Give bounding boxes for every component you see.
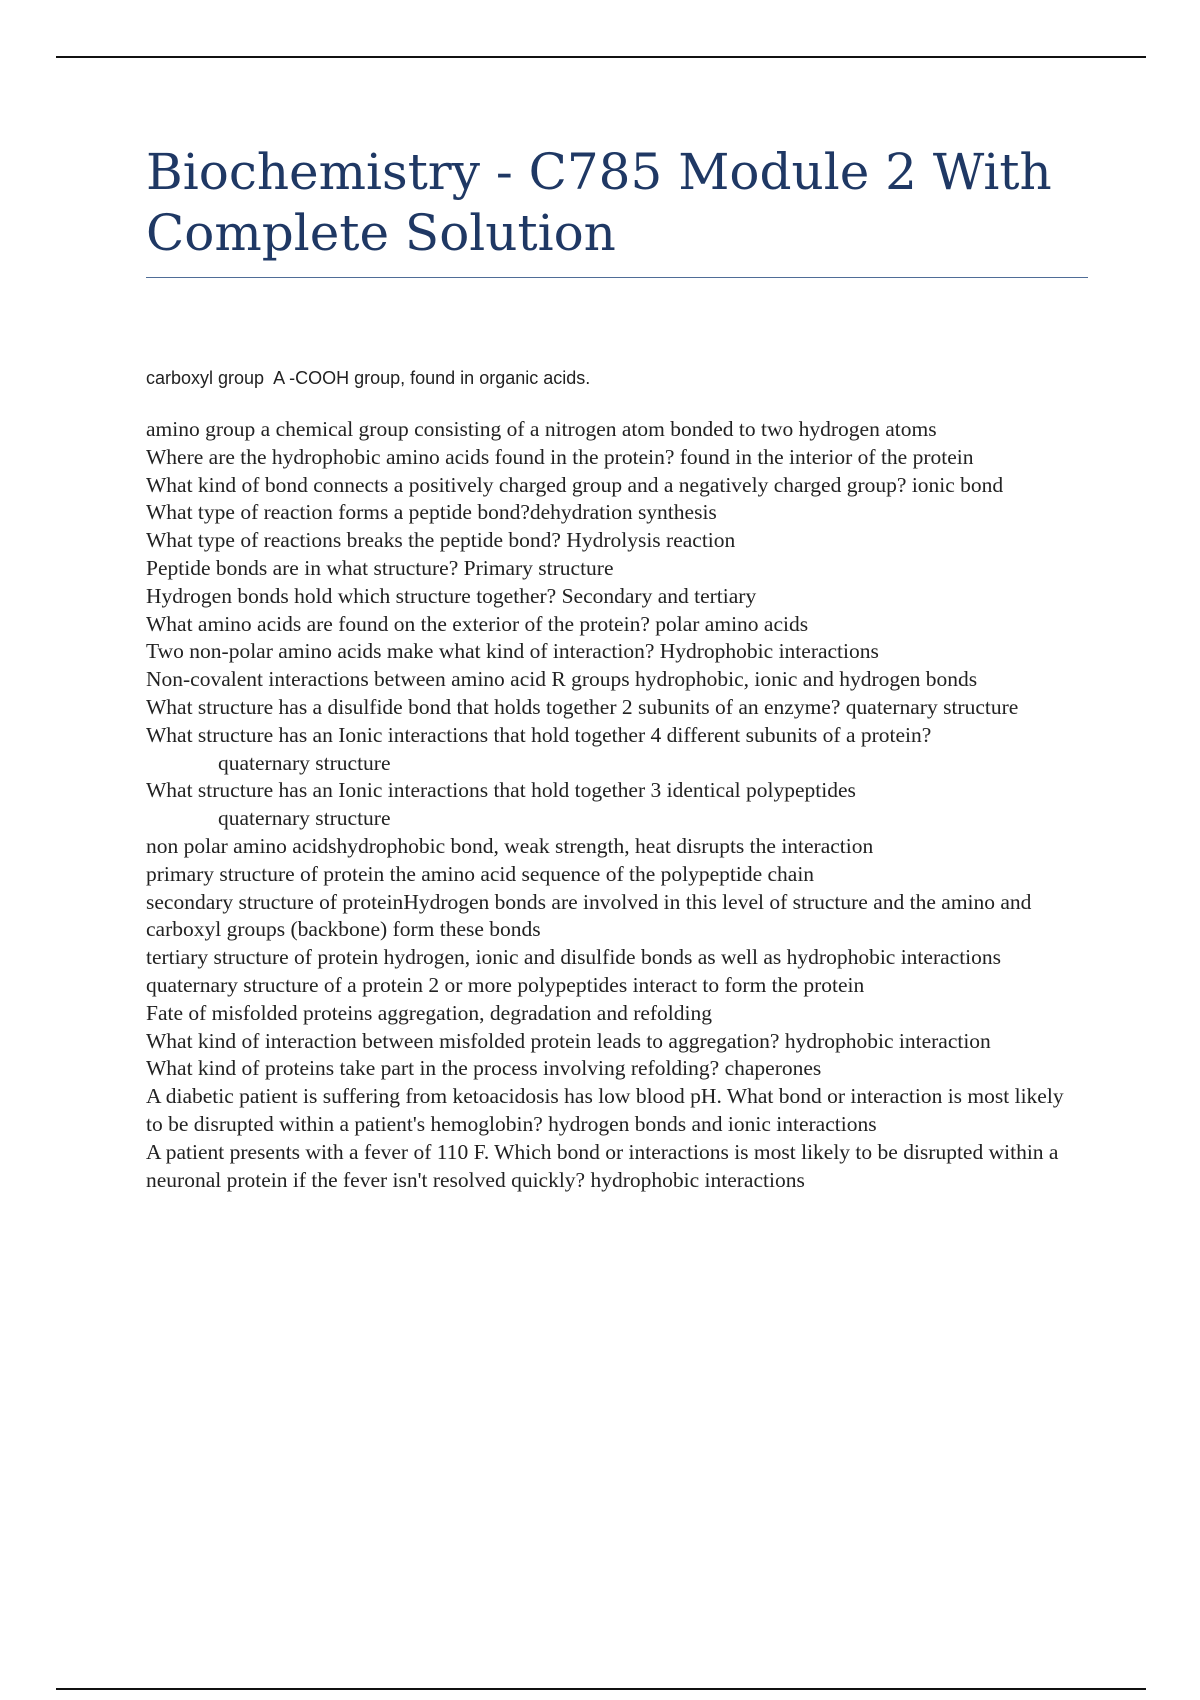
qa-term: Where are the hydrophobic amino acids found in the protein? xyxy=(146,444,675,469)
qa-term: quaternary structure of a protein xyxy=(146,972,423,997)
intro-entry xyxy=(146,366,590,390)
qa-item xyxy=(146,666,1076,694)
qa-answer: Hydrolysis reaction xyxy=(566,528,736,553)
qa-item xyxy=(146,638,1076,666)
qa-answer: polar amino acids xyxy=(655,611,809,636)
qa-answer: chaperones xyxy=(724,1056,822,1081)
qa-term: What kind of bond connects a positively charged group and a negatively charged group? xyxy=(146,472,907,497)
qa-item xyxy=(146,777,1076,833)
intro-term: carboxyl group xyxy=(146,368,265,388)
qa-term: What structure has an Ionic interactions that hold together 4 different subunits of a protein? xyxy=(146,722,932,747)
qa-term: A patient presents with a fever of 110 F. Which bond or interactions is most likely to be disrupted within a neuronal protein if the fever isn't resolved quickly? xyxy=(146,1139,1064,1192)
page-top-rule xyxy=(56,56,1146,58)
qa-answer: quaternary structure xyxy=(218,806,391,831)
qa-item xyxy=(146,611,1076,639)
qa-item xyxy=(146,972,1076,1000)
qa-term: amino group xyxy=(146,417,256,441)
qa-term: What amino acids are found on the exterior of the protein? xyxy=(146,611,650,636)
qa-term: What structure has an Ionic interactions that hold together 3 identical polypeptides xyxy=(146,778,856,803)
qa-term: What type of reactions breaks the peptide bond? xyxy=(146,528,561,553)
qa-term: What kind of interaction between misfolded protein leads to aggregation? xyxy=(146,1028,780,1053)
qa-answer: a chemical group consisting of a nitrogen atom bonded to two hydrogen atoms xyxy=(260,417,937,441)
intro-definition: A -COOH group, found in organic acids. xyxy=(273,368,591,388)
qa-item xyxy=(146,555,1076,583)
qa-term: primary structure of protein xyxy=(146,861,385,886)
qa-term: Hydrogen bonds hold which structure together? xyxy=(146,583,557,608)
qa-answer: Primary structure xyxy=(463,555,614,580)
qa-term: What structure has a disulfide bond that holds together 2 subunits of an enzyme? xyxy=(146,694,841,719)
qa-answer: Hydrogen bonds are involved in this level of structure and the amino and carboxyl groups (backbone) form these bonds xyxy=(146,889,1037,942)
qa-answer: found in the interior of the protein xyxy=(679,444,974,469)
qa-item xyxy=(146,722,1076,778)
qa-item xyxy=(146,1083,1076,1139)
qa-item xyxy=(146,1000,1076,1028)
qa-term: non polar amino acids xyxy=(146,833,337,858)
qa-answer: quaternary structure xyxy=(845,694,1019,719)
qa-answer: hydrophobic interactions xyxy=(590,1167,805,1192)
qa-item xyxy=(146,1055,1076,1083)
qa-term: What type of reaction forms a peptide bond? xyxy=(146,500,530,525)
qa-item xyxy=(146,416,1076,444)
qa-item xyxy=(146,527,1076,555)
qa-item xyxy=(146,444,1076,472)
qa-item xyxy=(146,1139,1076,1195)
qa-answer: Hydrophobic interactions xyxy=(659,639,879,664)
page-bottom-rule xyxy=(56,1688,1146,1690)
qa-term: What kind of proteins take part in the process involving refolding? xyxy=(146,1056,720,1081)
qa-answer: dehydration synthesis xyxy=(529,500,717,525)
qa-term: Peptide bonds are in what structure? xyxy=(146,555,459,580)
qa-item xyxy=(146,1028,1076,1056)
qa-item xyxy=(146,472,1076,500)
qa-term: Non-covalent interactions between amino acid R groups xyxy=(146,667,630,692)
qa-term: A diabetic patient is suffering from ketoacidosis has low blood pH. What bond or interaction is most likely to be disrupted within a patient's hemoglobin? xyxy=(146,1084,1069,1136)
qa-answer: Secondary and tertiary xyxy=(561,583,757,608)
qa-answer: 2 or more polypeptides interact to form the protein xyxy=(428,972,865,997)
qa-term: tertiary structure of protein xyxy=(146,945,379,970)
qa-item xyxy=(146,889,1076,945)
qa-term: Two non-polar amino acids make what kind of interaction? xyxy=(146,639,655,664)
qa-answer: the amino acid sequence of the polypeptide chain xyxy=(389,861,815,886)
qa-answer: hydrophobic interaction xyxy=(784,1028,991,1053)
qa-answer: hydrophobic, ionic and hydrogen bonds xyxy=(634,667,978,692)
qa-item xyxy=(146,944,1076,972)
title-underline xyxy=(146,277,1088,278)
qa-answer: ionic bond xyxy=(911,472,1004,497)
qa-term: secondary structure of protein xyxy=(146,889,404,914)
qa-answer: quaternary structure xyxy=(218,750,391,775)
qa-answer: hydrogen bonds and ionic interactions xyxy=(548,1111,877,1136)
qa-answer: hydrophobic bond, weak strength, heat disrupts the interaction xyxy=(336,833,874,858)
document-title: Biochemistry - C785 Module 2 With Complete Solution xyxy=(146,143,1052,262)
qa-list xyxy=(146,416,1076,1194)
qa-term: Fate of misfolded proteins xyxy=(146,1000,373,1025)
qa-item xyxy=(146,861,1076,889)
qa-item xyxy=(146,694,1076,722)
qa-answer: hydrogen, ionic and disulfide bonds as well as hydrophobic interactions xyxy=(383,945,1002,970)
qa-answer: aggregation, degradation and refolding xyxy=(377,1000,713,1025)
qa-item xyxy=(146,499,1076,527)
qa-item xyxy=(146,833,1076,861)
qa-item xyxy=(146,583,1076,611)
